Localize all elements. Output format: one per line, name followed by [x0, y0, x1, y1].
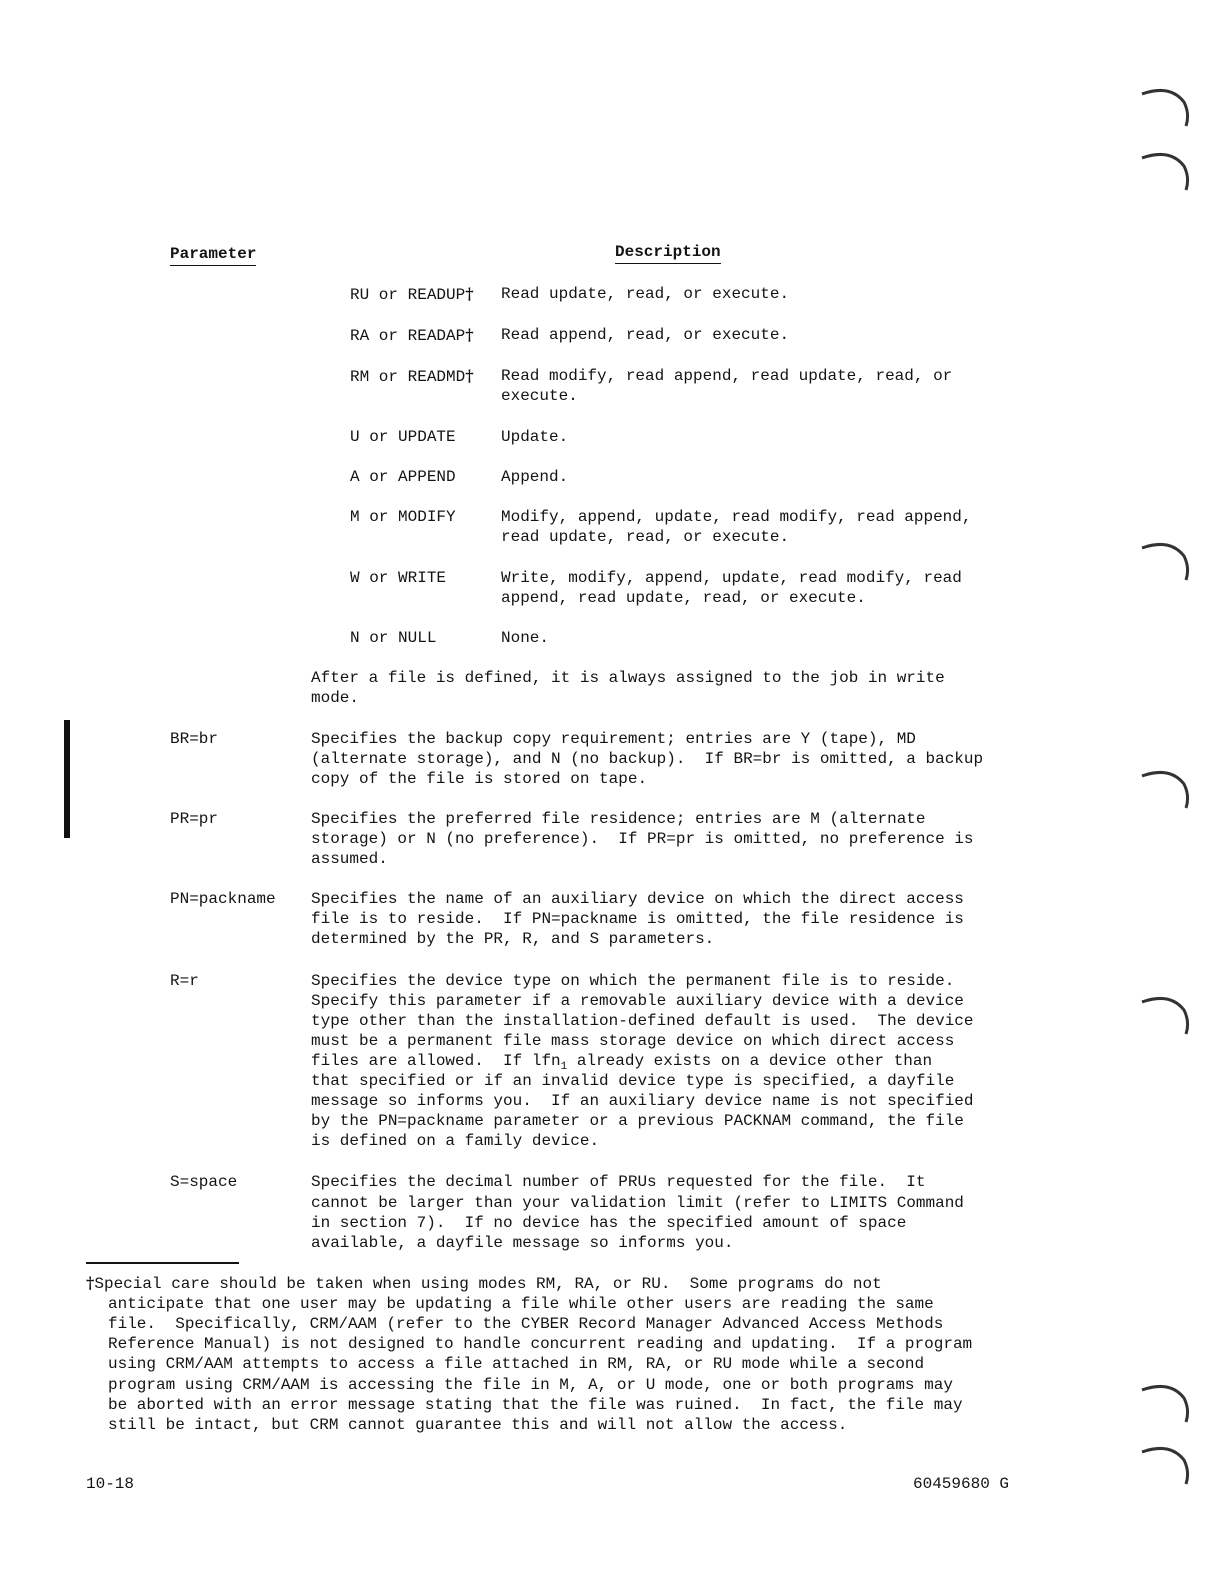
dagger-mark: †: [465, 284, 474, 303]
parameter-description: copy of the file is stored on tape.: [311, 770, 648, 788]
parameter-description: message so informs you. If an auxiliary device name is not specified: [311, 1092, 974, 1110]
footnote-line: be aborted with an error message stating that the file was ruined. In fact, the file may: [108, 1396, 963, 1414]
mode-name: W or WRITE: [350, 569, 447, 587]
parameter-description: Specifies the backup copy requirement; entries are Y (tape), MD: [311, 730, 916, 748]
parameter-name: R=r: [170, 972, 199, 990]
parameter-description: Specify this parameter if a removable auxiliary device with a device: [311, 992, 964, 1010]
description-column-header: Description: [615, 242, 721, 264]
mode-description: Append.: [501, 468, 569, 486]
parameter-name: PR=pr: [170, 810, 219, 828]
parameter-description: by the PN=packname parameter or a previous PACKNAM command, the file: [311, 1112, 964, 1130]
footnote-line: using CRM/AAM attempts to access a file attached in RM, RA, or RU mode while a second: [108, 1355, 925, 1373]
mode-name: M or MODIFY: [350, 508, 456, 526]
mode-name: A or APPEND: [350, 468, 456, 486]
footnote-line: program using CRM/AAM is accessing the file in M, A, or U mode, one or both programs may: [108, 1376, 953, 1394]
mode-name: RU or READUP†: [350, 284, 474, 304]
parameter-description: Specifies the name of an auxiliary device on which the direct access: [311, 890, 964, 908]
write-mode-note: mode.: [311, 689, 360, 707]
binder-hole-mark: [1140, 1380, 1198, 1426]
parameter-description: assumed.: [311, 850, 388, 868]
mode-name: RM or READMD†: [350, 366, 474, 386]
parameter-description: Specifies the device type on which the permanent file is to reside.: [311, 972, 955, 990]
parameter-description: must be a permanent file mass storage device on which direct access: [311, 1032, 955, 1050]
page-number: 10-18: [86, 1475, 135, 1493]
parameter-description: Specifies the preferred file residence; entries are M (alternate: [311, 810, 926, 828]
parameter-column-header: Parameter: [170, 244, 256, 266]
revision-change-bar: [64, 720, 70, 838]
parameter-name: S=space: [170, 1173, 238, 1191]
footnote-line: file. Specifically, CRM/AAM (refer to the CYBER Record Manager Advanced Access Methods: [108, 1315, 944, 1333]
footnote-line: †Special care should be taken when using modes RM, RA, or RU. Some programs do not: [86, 1273, 882, 1293]
document-number: 60459680 G: [913, 1475, 1010, 1493]
parameter-description: files are allowed. If lfn$_1$ already exists on a device other than: [311, 1052, 933, 1073]
dagger-mark: †: [465, 325, 474, 344]
binder-hole-mark: [1140, 766, 1198, 812]
parameter-description: cannot be larger than your validation limit (refer to LIMITS Command: [311, 1194, 964, 1212]
parameter-description: (alternate storage), and N (no backup). If BR=br is omitted, a backup: [311, 750, 984, 768]
parameter-name: BR=br: [170, 730, 219, 748]
mode-description: None.: [501, 629, 550, 647]
mode-description: Read update, read, or execute.: [501, 285, 790, 303]
lfn-subscript: 1: [560, 1061, 568, 1073]
parameter-description: determined by the PR, R, and S parameters.: [311, 930, 715, 948]
mode-description: read update, read, or execute.: [501, 528, 790, 546]
dagger-mark: †: [86, 1273, 95, 1292]
parameter-name: PN=packname: [170, 890, 276, 908]
parameter-description: that specified or if an invalid device type is specified, a dayfile: [311, 1072, 955, 1090]
mode-description: Write, modify, append, update, read modify, read: [501, 569, 962, 587]
footnote-line: Reference Manual) is not designed to handle concurrent reading and updating. If a program: [108, 1335, 973, 1353]
footnote-line: anticipate that one user may be updating a file while other users are reading the same: [108, 1295, 934, 1313]
binder-hole-mark: [1140, 84, 1198, 130]
mode-description: Update.: [501, 428, 569, 446]
parameter-description: type other than the installation-defined default is used. The device: [311, 1012, 974, 1030]
mode-description: Read append, read, or execute.: [501, 326, 790, 344]
mode-name: N or NULL: [350, 629, 437, 647]
dagger-mark: †: [465, 366, 474, 385]
write-mode-note: After a file is defined, it is always assigned to the job in write: [311, 669, 945, 687]
binder-hole-mark: [1140, 992, 1198, 1038]
mode-name: U or UPDATE: [350, 428, 456, 446]
binder-hole-mark: [1140, 1442, 1198, 1488]
footnote-line: still be intact, but CRM cannot guarantee this and will not allow the access.: [108, 1416, 848, 1434]
parameter-description: available, a dayfile message so informs you.: [311, 1234, 734, 1252]
parameter-description: Specifies the decimal number of PRUs requested for the file. It: [311, 1173, 926, 1191]
mode-description: execute.: [501, 387, 578, 405]
mode-description: Modify, append, update, read modify, read append,: [501, 508, 972, 526]
parameter-description: is defined on a family device.: [311, 1132, 600, 1150]
parameter-description: file is to reside. If PN=packname is omitted, the file residence is: [311, 910, 964, 928]
binder-hole-mark: [1140, 148, 1198, 194]
parameter-description: in section 7). If no device has the specified amount of space: [311, 1214, 907, 1232]
mode-description: append, read update, read, or execute.: [501, 589, 866, 607]
mode-description: Read modify, read append, read update, read, or: [501, 367, 953, 385]
footnote-divider: [86, 1262, 239, 1264]
parameter-description: storage) or N (no preference). If PR=pr is omitted, no preference is: [311, 830, 974, 848]
binder-hole-mark: [1140, 538, 1198, 584]
mode-name: RA or READAP†: [350, 325, 474, 345]
